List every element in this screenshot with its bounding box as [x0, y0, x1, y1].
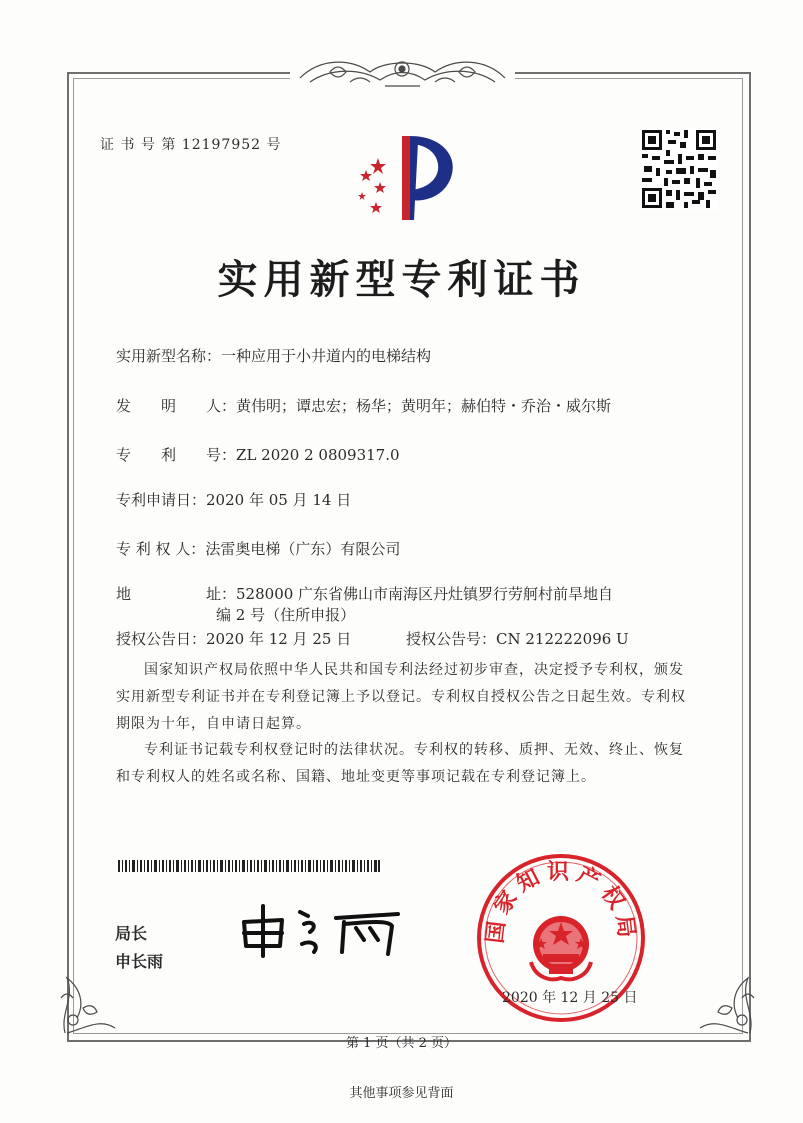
field-patentee [116, 538, 400, 559]
director-signature [238, 900, 408, 960]
field-address [116, 583, 613, 604]
field-value: ZL 2020 2 0809317.0 [236, 446, 400, 464]
back-note: 其他事项参见背面 [349, 1086, 454, 1101]
director-name: 申长雨 [115, 952, 164, 971]
field-label: 发 明 人： [116, 397, 237, 415]
field-label: 地 址： [116, 585, 237, 603]
field-application-date [116, 489, 351, 510]
field-label: 实用新型名称： [116, 347, 222, 365]
field-value: CN 212222096 U [496, 630, 629, 648]
field-utility-model-name [116, 345, 431, 366]
cnipa-logo-icon [348, 128, 468, 228]
director-title: 局长 [115, 924, 148, 943]
seal-date: 2020 年 12 月 25 日 [502, 990, 638, 1006]
field-grant-date [116, 628, 351, 649]
page-indicator: 第 1 页（共 2 页） [345, 1036, 458, 1051]
qr-code-icon [640, 128, 718, 210]
field-announcement-number [406, 628, 629, 649]
field-label: 专 利 权 人： [116, 540, 206, 558]
field-value: 一种应用于小井道内的电梯结构 [221, 347, 432, 365]
field-label: 专利申请日： [116, 491, 207, 509]
field-label: 授权公告日： [116, 630, 207, 648]
field-value: 法雷奥电梯（广东）有限公司 [205, 540, 401, 558]
svg-text:国家知识产权局: 国家知识产权局 [482, 859, 640, 945]
corner-ornament-right-icon [690, 958, 760, 1038]
barcode-icon [118, 860, 380, 872]
field-label: 专 利 号： [116, 446, 237, 464]
grant-statement-paragraph: 国家知识产权局依照中华人民共和国专利法经过初步审查，决定授予专利权，颁发实用新型专利证书并在专利登记簿上予以登记。专利权自授权公告之日起生效。专利权期限为十年，自申请日起算。 [116, 662, 686, 732]
field-value: 528000 广东省佛山市南海区丹灶镇罗行劳舸村前旱地自 [236, 585, 614, 603]
legal-status-paragraph: 专利证书记载专利权登记时的法律状况。专利权的转移、质押、无效、终止、恢复和专利权人的姓名或名称、国籍、地址变更等事项记载在专利登记簿上。 [116, 742, 684, 785]
certificate-title: 实用新型专利证书 [217, 256, 586, 303]
field-address-line2: 编 2 号（住所申报） [216, 606, 356, 624]
field-value: 2020 年 12 月 25 日 [206, 630, 352, 648]
top-ornament-icon [290, 52, 515, 94]
field-inventors [116, 395, 611, 416]
certificate-number: 证 书 号 第 12197952 号 [100, 137, 282, 153]
field-patent-number [116, 444, 400, 465]
field-value: 2020 年 05 月 14 日 [206, 491, 352, 509]
field-label: 授权公告号： [406, 630, 497, 648]
field-value: 黄伟明；谭忠宏；杨华；黄明年；赫伯特・乔治・威尔斯 [236, 397, 612, 415]
